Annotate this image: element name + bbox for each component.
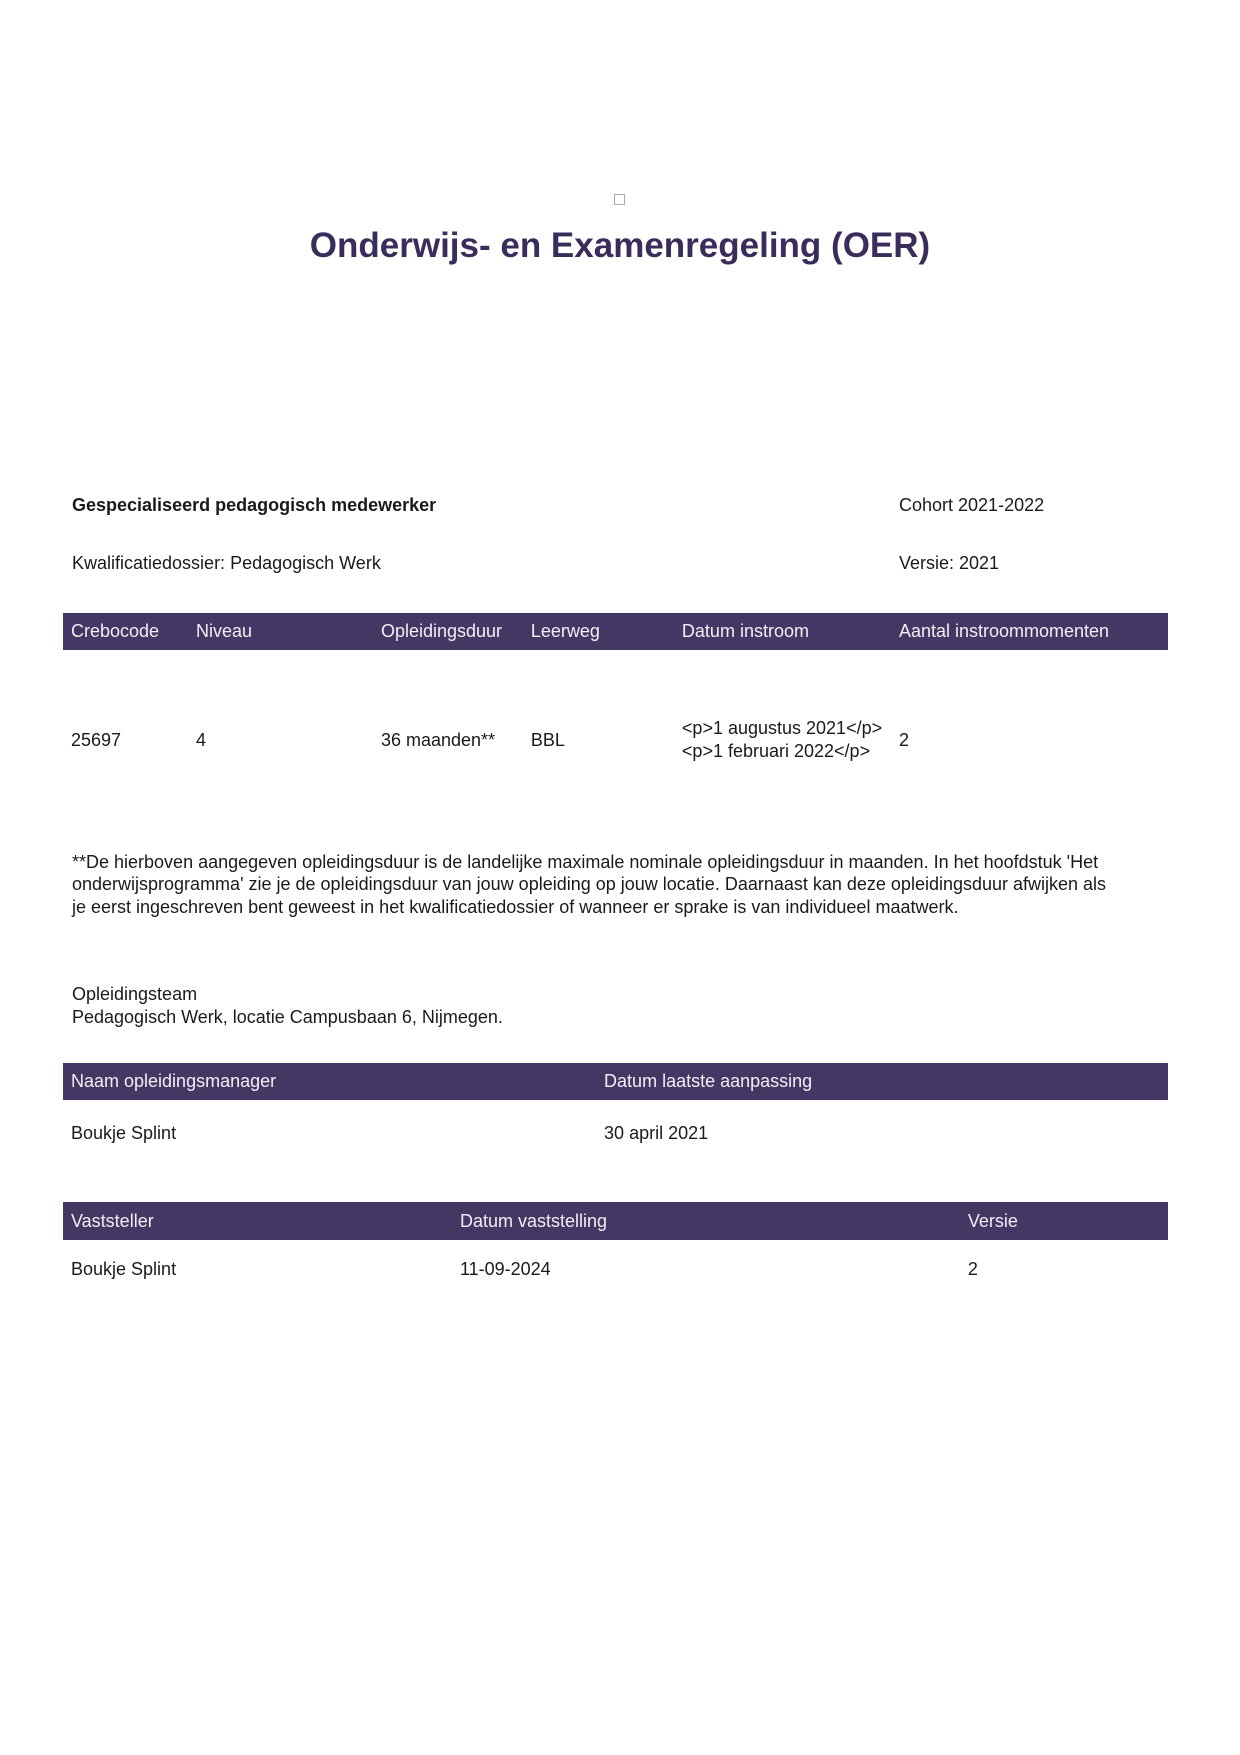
cell-aantal-instroommomenten: 2	[898, 729, 909, 750]
opleidingsduur-footnote: **De hierboven aangegeven opleidingsduur is de landelijke maximale nominale opleidingsduur in maanden. In het hoofdstuk 'Het onderwijsprogramma' zie je de opleidingsduur van jouw opleiding op jouw locatie. Daarnaast kan deze opleidingsduur afwijken als je eerst ingeschreven bent geweest in het kwalificatiedossier of wanneer er sprake is van individueel maatwerk.	[72, 852, 1107, 917]
column-header-crebocode: Crebocode	[71, 621, 160, 641]
cell-versie: 2	[967, 1259, 978, 1279]
page-title: Onderwijs- en Examenregeling (OER)	[309, 226, 931, 265]
cell-opleidingsduur: 36 maanden**	[380, 729, 496, 750]
column-header-aantal-instroommomenten: Aantal instroommomenten	[898, 621, 1110, 641]
column-header-niveau: Niveau	[195, 621, 252, 641]
opleidingsteam-label: Opleidingsteam	[72, 984, 198, 1004]
column-header-leerweg: Leerweg	[530, 621, 600, 641]
vaststelling-table	[63, 1202, 1168, 1281]
opleidingsteam-location: Pedagogisch Werk, locatie Campusbaan 6, Nijmegen.	[72, 1006, 503, 1027]
cell-datum-laatste-aanpassing: 30 april 2021	[604, 1123, 709, 1143]
cell-datum-instroom: <p>1 augustus 2021</p> <p>1 februari 2022</p>	[681, 718, 883, 761]
column-header-datum-laatste-aanpassing: Datum laatste aanpassing	[604, 1071, 813, 1091]
cell-datum-vaststelling: 11-09-2024	[459, 1259, 551, 1279]
manager-table-header-row	[63, 1063, 1168, 1100]
crebo-table-data-row	[63, 650, 1168, 830]
program-meta-row	[63, 495, 1168, 519]
kwalificatiedossier-label: Kwalificatiedossier: Pedagogisch Werk	[72, 553, 381, 573]
column-header-versie: Versie	[967, 1210, 1018, 1231]
vaststelling-table-data-row	[63, 1240, 1168, 1281]
dossier-meta-row	[63, 553, 1168, 577]
cell-leerweg: BBL	[530, 729, 565, 750]
program-name: Gespecialiseerd pedagogisch medewerker	[72, 495, 437, 515]
manager-table-data-row	[63, 1100, 1168, 1145]
vaststelling-table-header-row	[63, 1202, 1168, 1240]
column-header-datum-instroom: Datum instroom	[681, 621, 809, 641]
column-header-opleidingsduur: Opleidingsduur	[380, 621, 503, 641]
versie-label: Versie: 2021	[899, 553, 1000, 573]
cell-naam-opleidingsmanager: Boukje Splint	[71, 1123, 177, 1143]
cohort-label: Cohort 2021-2022	[899, 495, 1045, 515]
opleidingsteam-block	[72, 983, 503, 1028]
cell-crebocode: 25697	[71, 729, 122, 750]
crebo-table	[63, 613, 1168, 830]
cell-niveau: 4	[195, 729, 206, 750]
crebo-table-header-row	[63, 613, 1168, 650]
column-header-vaststeller: Vaststeller	[71, 1210, 154, 1231]
image-placeholder-icon	[614, 194, 625, 205]
column-header-datum-vaststelling: Datum vaststelling	[459, 1210, 608, 1231]
column-header-naam-opleidingsmanager: Naam opleidingsmanager	[71, 1071, 277, 1091]
manager-table	[63, 1063, 1168, 1145]
cell-vaststeller: Boukje Splint	[71, 1259, 177, 1279]
